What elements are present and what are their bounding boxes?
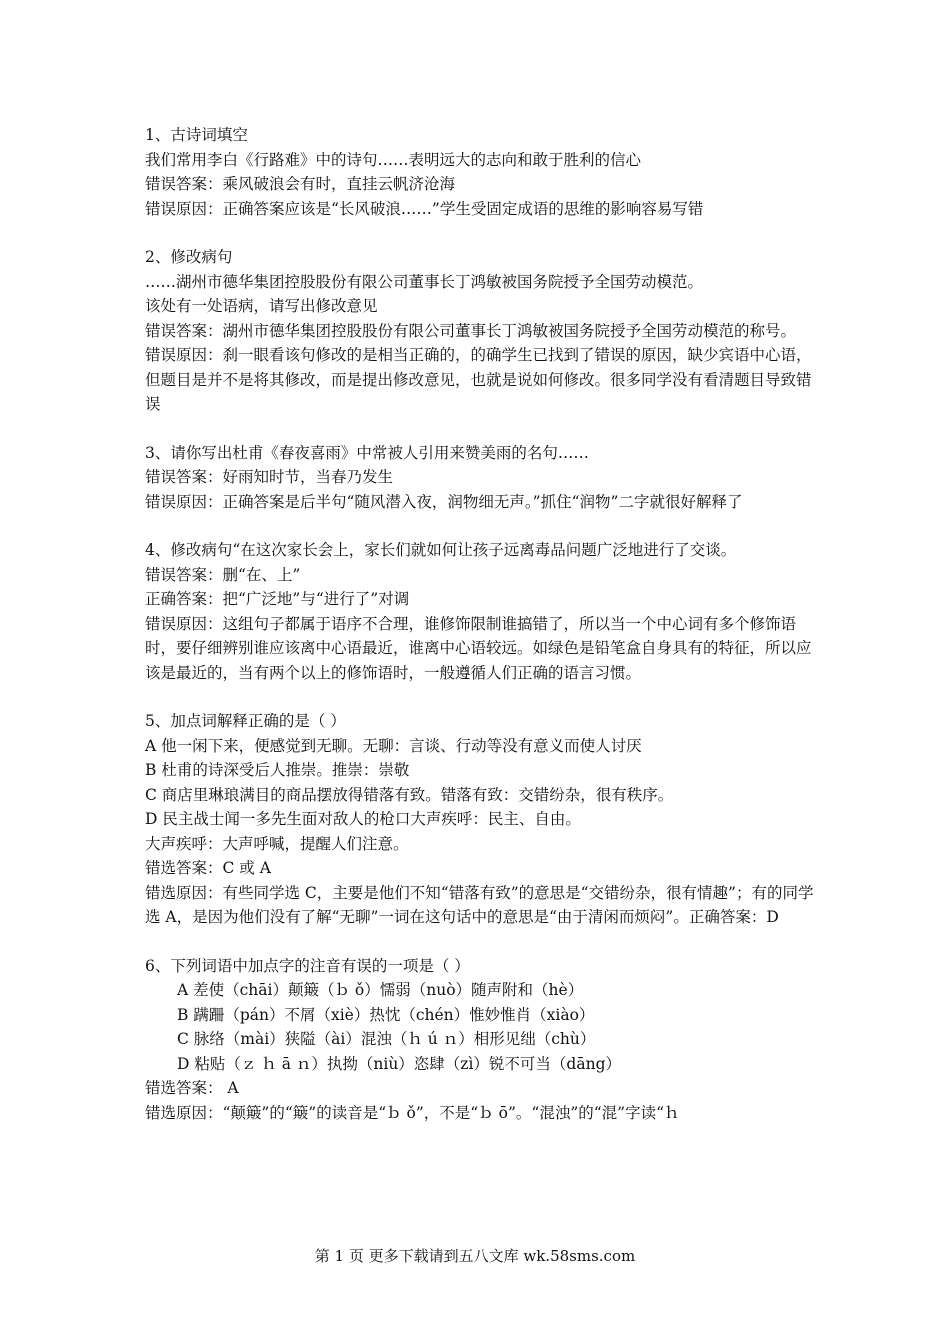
text-line: 错误原因：刹一眼看该句修改的是相当正确的，的确学生已找到了错误的原因，缺少宾语中心语，但题目是并不是将其修改，而是提出修改意见，也就是说如何修改。很多同学没有看清题目导致错误 <box>145 346 812 413</box>
option-line: D 粘贴（ｚ ｈ ā ｎ）执拗（niù）恣肆（zì）锐不可当（dāng） <box>177 1054 621 1073</box>
question-title: 2、修改病句 <box>145 248 233 266</box>
text-line: 大声疾呼：大声呼喊，提醒人们注意。 <box>145 834 409 853</box>
option-line: A 差使（chāi）颠簸（ｂ ǒ）懦弱（nuò）随声附和（hè） <box>177 981 584 999</box>
page-footer: 第 1 页 更多下载请到五八文库 wk.58sms.com <box>314 1247 636 1265</box>
text-line: 错误答案：湖州市德华集团控股股份有限公司董事长丁鸿敏被国务院授予全国劳动模范的称号。 <box>145 321 797 340</box>
text-line: 错选原因：“颠簸”的“簸”的读音是“ｂ ǒ”，不是“ｂ ō”。“混浊”的“混”字读“ｈ <box>145 1103 680 1122</box>
options-list <box>145 978 815 1076</box>
option-line: C 商店里琳琅满目的商品摆放得错落有致。错落有致：交错纷杂，很有秩序。 <box>145 785 674 804</box>
text-line: 错误原因：这组句子都属于语序不合理，谁修饰限制谁搞错了，所以当一个中心词有多个修饰语时，要仔细辨别谁应该离中心语最近，谁离中心语较远。如绿色是铅笔盒自身具有的特征，所以应该是最近的，当有两个以上的修饰语时，一般遵循人们正确的语言习惯。 <box>145 614 812 682</box>
text-line: 错选答案： A <box>145 1079 239 1097</box>
text-line: 正确答案：把“广泛地”与“进行了”对调 <box>145 590 410 608</box>
question-1 <box>145 123 815 221</box>
question-3 <box>145 441 815 515</box>
question-4 <box>145 538 815 685</box>
question-title: 4、修改病句“在这次家长会上，家长们就如何让孩子远离毒品问题广泛地进行了交谈。 <box>145 541 737 559</box>
question-title: 1、古诗词填空 <box>145 126 248 144</box>
text-line: 错误答案：删“在、上” <box>145 565 301 584</box>
text-line: 该处有一处语病，请写出修改意见 <box>145 297 378 315</box>
text-line: 错选答案：C 或 A <box>145 859 271 877</box>
text-line: 错误答案：好雨知时节，当春乃发生 <box>145 468 394 486</box>
text-line: 错选原因：有些同学选 C，主要是他们不知“错落有致”的意思是“交错纷杂，很有情趣”；有的同学选 A，是因为他们没有了解“无聊”一词在这句话中的意思是“由于清闲而烦闷”。正确答案：D <box>145 883 814 926</box>
text-line: 错误原因：正确答案是后半句“随风潜入夜，润物细无声。”抓住“润物”二字就很好解释了 <box>145 492 743 511</box>
question-title: 6、下列词语中加点字的注音有误的一项是（ ） <box>145 956 470 975</box>
text-line: 我们常用李白《行路难》中的诗句……表明远大的志向和敢于胜利的信心 <box>145 150 642 169</box>
option-line: A 他一闲下来，便感觉到无聊。无聊：言谈、行动等没有意义而使人讨厌 <box>145 736 642 755</box>
question-6 <box>145 954 815 1126</box>
option-line: D 民主战士闻一多先生面对敌人的枪口大声疾呼：民主、自由。 <box>145 810 581 828</box>
text-line: 错误原因：正确答案应该是“长风破浪……”学生受固定成语的思维的影响容易写错 <box>145 199 704 218</box>
question-title: 3、请你写出杜甫《春夜喜雨》中常被人引用来赞美雨的名句…… <box>145 443 589 462</box>
question-title: 5、加点词解释正确的是（ ） <box>145 712 346 730</box>
option-line: B 杜甫的诗深受后人推崇。推崇：崇敬 <box>145 761 410 779</box>
document-body <box>145 123 815 1149</box>
question-2 <box>145 245 815 417</box>
text-line: ……湖州市德华集团控股股份有限公司董事长丁鸿敏被国务院授予全国劳动模范。 <box>145 272 704 291</box>
option-line: B 蹒跚（pán）不屑（xiè）热忱（chén）惟妙惟肖（xiào） <box>177 1005 595 1024</box>
question-5 <box>145 709 815 930</box>
text-line: 错误答案：乘风破浪会有时，直挂云帆济沧海 <box>145 175 456 193</box>
option-line: C 脉络（mài）狭隘（ài）混浊（ｈ ú ｎ）相形见绌（chù） <box>177 1030 596 1048</box>
